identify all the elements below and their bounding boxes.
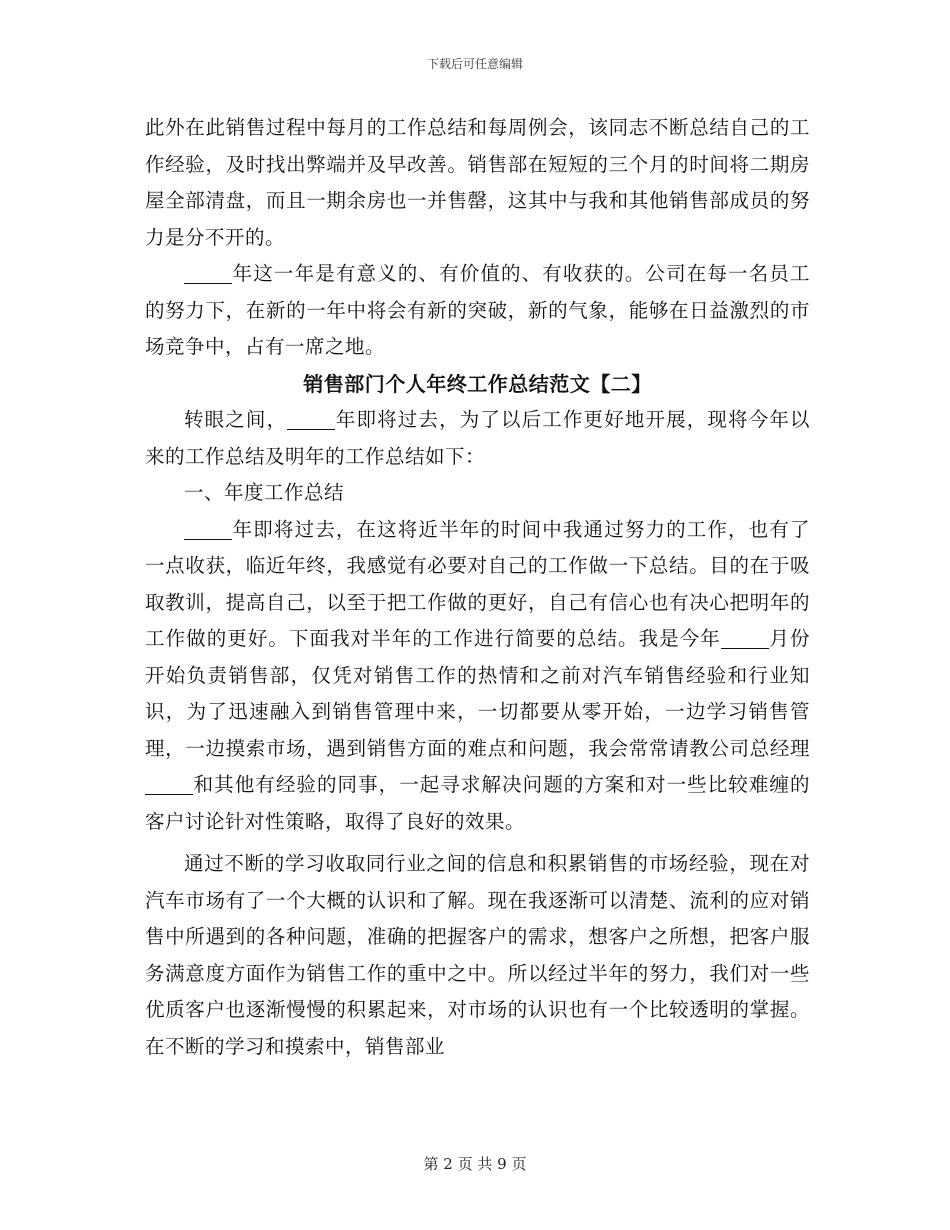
paragraph-1: 此外在此销售过程中每月的工作总结和每周例会，该同志不断总结自己的工作经验，及时找出弊端并及早改善。销售部在短短的三个月的时间将二期房屋全部清盘，而且一期余房也一并售罄，这其中与我和其他销售部成员的努力是分不开的。 (145, 116, 810, 249)
paragraph-3 (145, 402, 810, 475)
fill-blank (721, 629, 769, 650)
paragraph-4-part1: 年即将过去，在这将近半年的时间中我通过努力的工作，也有了一点收获，临近年终，我感觉有必要对自己的工作做一下总结。目的在于吸取教训，提高自己，以至于把工作做的更好，自己有信心也有决心把明年的工作做的更好。下面我对半年的工作进行简要的总结。我是今年 (145, 517, 810, 650)
paragraph-3-start: 转眼之间， (184, 408, 288, 431)
paragraph-2 (145, 256, 810, 366)
paragraph-4 (145, 512, 810, 841)
document-body (145, 110, 810, 1065)
fill-blank (184, 519, 232, 540)
fill-blank (184, 264, 232, 285)
paragraph-5: 通过不断的学习收取同行业之间的信息和积累销售的市场经验，现在对汽车市场有了一个大概的认识和了解。现在我逐渐可以清楚、流利的应对销售中所遇到的各种问题，准确的把握客户的需求，想客户之所想，把客户服务满意度方面作为销售工作的重中之中。所以经过半年的努力，我们对一些优质客户也逐渐慢慢的积累起来，对市场的认识也有一个比较透明的掌握。在不断的学习和摸索中，销售部业 (145, 852, 810, 1058)
paragraph-4-part2: 月份开始负责销售部，仅凭对销售工作的热情和之前对汽车销售经验和行业知识，为了迅速融入到销售管理中来，一切都要从零开始，一边学习销售管理，一边摸索市场，遇到销售方面的难点和问题，我会常常请教公司总经理 (145, 627, 810, 760)
paragraph-4-part3: 和其他有经验的同事，一起寻求解决问题的方案和对一些比较难缠的客户讨论针对性策略，取得了良好的效果。 (145, 773, 810, 833)
paragraph-2-text: 年这一年是有意义的、有价值的、有收获的。公司在每一名员工的努力下，在新的一年中将会有新的突破，新的气象，能够在日益激烈的市场竞争中，占有一席之地。 (145, 262, 810, 358)
fill-blank (145, 775, 193, 796)
header-note: 下载后可任意编辑 (426, 57, 523, 71)
fill-blank (287, 410, 335, 431)
page-footer: 第 2 页 共 9 页 (423, 1155, 527, 1173)
subsection-title: 一、年度工作总结 (184, 481, 345, 504)
paragraph-3-end: 年即将过去，为了以后工作更好地开展，现将今年以来的工作总结及明年的工作总结如下： (145, 408, 810, 468)
section-heading: 销售部门个人年终工作总结范文【二】 (303, 371, 652, 396)
